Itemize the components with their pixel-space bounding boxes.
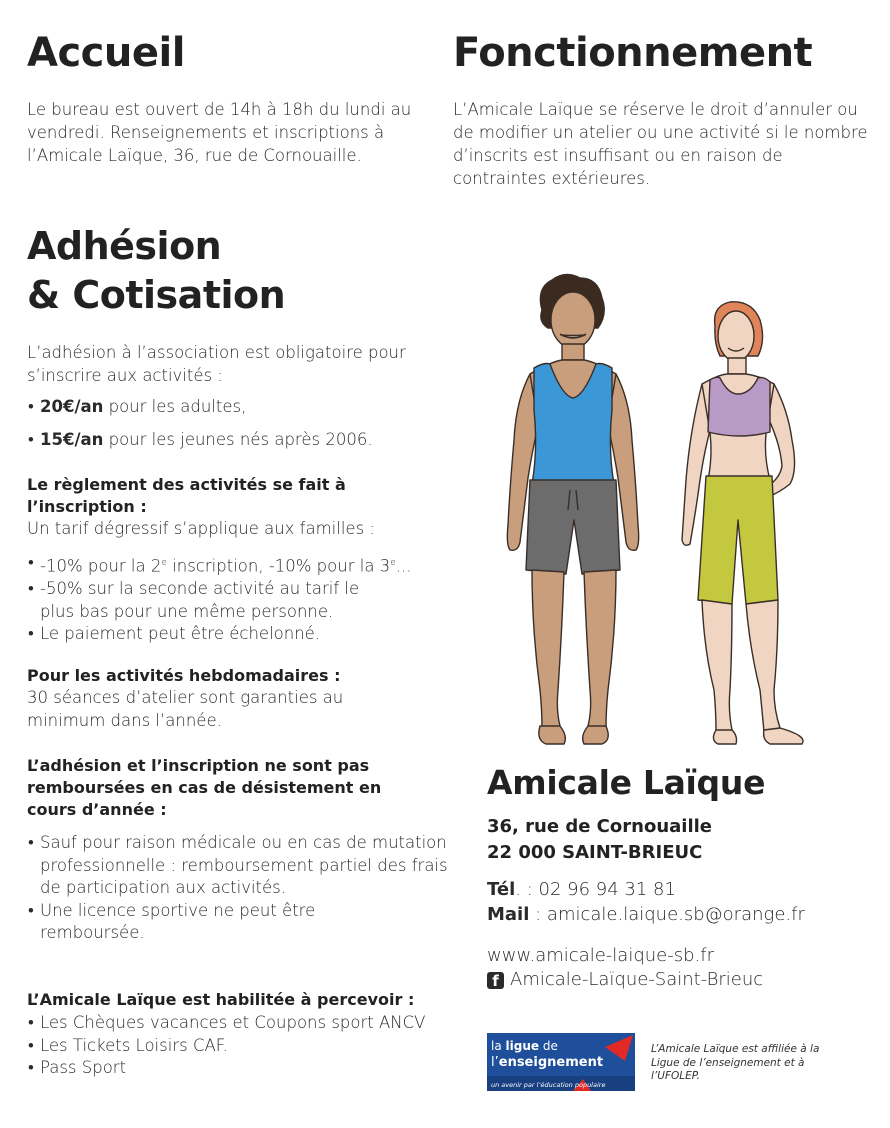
adhesion-intro: L’adhésion à l’association est obligatoire pour s’inscrire aux activités :	[27, 343, 406, 385]
list-item: • Le paiement peut être échelonné.	[14, 623, 454, 646]
heading-accueil: Accueil	[27, 30, 185, 76]
heading-adhesion	[27, 222, 285, 320]
heading-fonctionnement: Fonctionnement	[453, 30, 813, 76]
habilitee-list	[14, 1012, 444, 1080]
website-link[interactable]: www.amicale-laique-sb.fr	[487, 945, 714, 966]
affiliation-note: L’Amicale Laïque est affiliée à la Ligue de l’enseignement et à l’UFOLEP.	[651, 1043, 820, 1082]
facebook-icon: f	[487, 972, 504, 989]
reglement-sub: Un tarif dégressif s’applique aux familles :	[27, 519, 375, 538]
club-address	[487, 814, 712, 866]
address-line1: 36, rue de Cornouaille	[487, 816, 712, 837]
woman-figure	[682, 302, 803, 744]
club-name: Amicale Laïque	[487, 763, 766, 802]
price-item: • 15€/an pour les jeunes nés après 2006.	[14, 429, 454, 452]
svg-text:l’enseignement: l’enseignement	[491, 1055, 604, 1070]
hebdo-text: 30 séances d’atelier sont garanties au minimum dans l’année.	[27, 688, 344, 730]
list-item: • Pass Sport	[14, 1057, 444, 1080]
svg-text:un avenir par l’éducation popu: un avenir par l’éducation populaire	[491, 1081, 606, 1089]
list-item: • Les Tickets Loisirs CAF.	[14, 1035, 444, 1058]
reglement-title: Le règlement des activités se fait à l’inscription :	[27, 475, 346, 516]
illustration-two-people	[470, 270, 870, 755]
price-list	[14, 396, 454, 461]
rembourse-title: L’adhésion et l’inscription ne sont pas remboursées en cas de désistement en cours d’année :	[27, 756, 382, 819]
habilitee-title: L’Amicale Laïque est habilitée à percevoir :	[27, 990, 415, 1009]
price-item: • 20€/an pour les adultes,	[14, 396, 454, 419]
list-item: • Sauf pour raison médicale ou en cas de mutation professionnelle : remboursement partiel des frais de participation aux activités.	[14, 832, 454, 900]
heading-adhesion-line2: & Cotisation	[27, 273, 286, 317]
svg-text:la ligue de: la ligue de	[491, 1039, 558, 1053]
fonctionnement-text: L’Amicale Laïque se réserve le droit d’annuler ou de modifier un atelier ou une activité si le nombre d’inscrits est insuffisant ou en raison de contraintes extérieures.	[453, 100, 868, 188]
list-item: • Les Chèques vacances et Coupons sport ANCV	[14, 1012, 440, 1035]
rembourse-list	[14, 832, 454, 945]
contact-mail[interactable]: Mail : amicale.laique.sb@orange.fr	[487, 904, 805, 925]
heading-adhesion-line1: Adhésion	[27, 224, 222, 268]
list-item: • Une licence sportive ne peut être remboursée.	[14, 900, 370, 945]
address-line2: 22 000 SAINT-BRIEUC	[487, 842, 703, 863]
reglement-list	[14, 552, 454, 646]
facebook-link[interactable]: f Amicale-Laïque-Saint-Brieuc	[487, 967, 763, 992]
ligue-enseignement-logo	[487, 1033, 635, 1091]
man-figure	[507, 274, 638, 744]
list-item: • -50% sur la seconde activité au tarif le plus bas pour une même personne.	[14, 578, 380, 623]
contact-tel: Tél. : 02 96 94 31 81	[487, 879, 676, 900]
accueil-text: Le bureau est ouvert de 14h à 18h du lundi au vendredi. Renseignements et inscriptions à l’Amicale Laïque, 36, rue de Cornouaille.	[27, 100, 412, 165]
hebdo-title: Pour les activités hebdomadaires :	[27, 666, 341, 685]
list-item: • -10% pour la 2e inscription, -10% pour la 3e...	[14, 552, 454, 578]
